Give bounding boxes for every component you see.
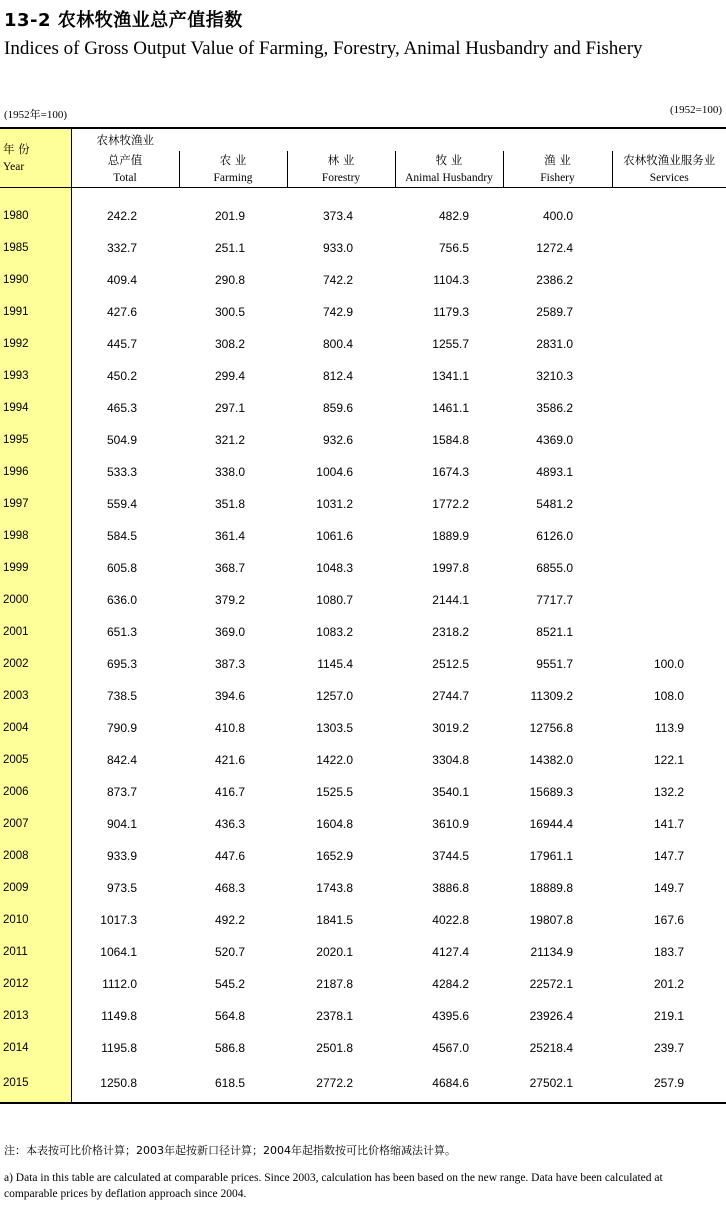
- cell-year: 1985: [0, 232, 71, 264]
- cell-year: 1980: [0, 188, 71, 233]
- cell-forestry: 812.4: [322, 369, 353, 383]
- cell-total: 533.3: [106, 465, 137, 479]
- cell-year: 2006: [0, 776, 71, 808]
- table-row: [0, 872, 726, 904]
- header-forestry-en: Forestry: [321, 172, 361, 184]
- cell-farming: 297.1: [214, 401, 245, 415]
- cell-services: 108.0: [653, 689, 684, 703]
- cell-total: 1112.0: [102, 977, 137, 991]
- cell-total: 1064.1: [100, 945, 137, 959]
- cell-fishery: 25218.4: [529, 1041, 573, 1055]
- cell-services: [612, 520, 726, 552]
- cell-year: 2015: [0, 1064, 71, 1103]
- cell-fishery: 400.0: [542, 209, 573, 223]
- cell-animal-husbandry: 4567.0: [432, 1041, 469, 1055]
- cell-year: 1991: [0, 296, 71, 328]
- cell-fishery: 27502.1: [503, 1064, 612, 1103]
- table-row: [0, 808, 726, 840]
- cell-year: 2009: [0, 872, 71, 904]
- cell-farming: 387.3: [214, 657, 245, 671]
- cell-services: [612, 616, 726, 648]
- cell-year: 1992: [0, 328, 71, 360]
- cell-year: 1996: [0, 456, 71, 488]
- cell-total: 738.5: [106, 689, 137, 703]
- cell-forestry: 742.2: [322, 273, 353, 287]
- cell-farming: 492.2: [214, 913, 245, 927]
- cell-total: 842.4: [106, 753, 137, 767]
- cell-fishery: 4893.1: [536, 465, 573, 479]
- cell-services: 183.7: [653, 945, 684, 959]
- cell-total: 584.5: [106, 529, 137, 543]
- cell-services: 149.7: [653, 881, 684, 895]
- cell-forestry: 932.6: [322, 433, 353, 447]
- cell-total: 559.4: [106, 497, 137, 511]
- cell-forestry: 1083.2: [316, 625, 353, 639]
- cell-fishery: 14382.0: [529, 753, 573, 767]
- cell-fishery: 7717.7: [536, 593, 573, 607]
- cell-year: 1995: [0, 424, 71, 456]
- cell-forestry: 1061.6: [316, 529, 353, 543]
- header-year-en: Year: [3, 161, 25, 173]
- cell-year: 2001: [0, 616, 71, 648]
- cell-services: [612, 296, 726, 328]
- cell-total: 242.2: [106, 209, 137, 223]
- cell-year: 2011: [0, 936, 71, 968]
- cell-animal-husbandry: 1997.8: [432, 561, 469, 575]
- table-row: [0, 188, 726, 233]
- table-row: [0, 648, 726, 680]
- header-forestry-cn: 林 业: [327, 153, 355, 167]
- cell-fishery: 11309.2: [530, 689, 573, 703]
- cell-total: 409.4: [106, 273, 137, 287]
- cell-services: [612, 488, 726, 520]
- header-services-cn: 农林牧渔业服务业: [623, 153, 716, 167]
- cell-animal-husbandry: 2744.7: [432, 689, 469, 703]
- header-total-top: [71, 128, 179, 151]
- cell-services: 239.7: [653, 1041, 684, 1055]
- cell-services: 219.1: [653, 1009, 684, 1023]
- cell-fishery: 12756.8: [529, 721, 573, 735]
- cell-forestry: 1004.6: [316, 465, 353, 479]
- cell-animal-husbandry: 4684.6: [395, 1064, 503, 1103]
- cell-fishery: 19807.8: [529, 913, 573, 927]
- cell-farming: 416.7: [214, 785, 245, 799]
- cell-animal-husbandry: 3610.9: [432, 817, 469, 831]
- cell-year: 1998: [0, 520, 71, 552]
- cell-animal-husbandry: 1104.3: [433, 273, 469, 287]
- index-table: [0, 127, 726, 1104]
- cell-total: 790.9: [106, 721, 137, 735]
- cell-farming: 618.5: [179, 1064, 287, 1103]
- cell-forestry: 1145.4: [317, 657, 353, 671]
- cell-total: 1149.8: [101, 1009, 137, 1023]
- cell-farming: 369.0: [214, 625, 245, 639]
- cell-forestry: 1422.0: [316, 753, 353, 767]
- cell-farming: 379.2: [214, 593, 245, 607]
- table-row: [0, 488, 726, 520]
- cell-fishery: 9551.7: [536, 657, 573, 671]
- table-row: [0, 936, 726, 968]
- cell-total: 873.7: [106, 785, 137, 799]
- header-fishery-cn: 渔 业: [544, 153, 571, 167]
- table-row: [0, 584, 726, 616]
- header-fishery-en: Fishery: [540, 172, 575, 184]
- table-row: [0, 840, 726, 872]
- cell-farming: 299.4: [214, 369, 245, 383]
- cell-year: 2002: [0, 648, 71, 680]
- table-row: [0, 520, 726, 552]
- table-row: [0, 904, 726, 936]
- cell-animal-husbandry: 3744.5: [432, 849, 469, 863]
- cell-farming: 201.9: [214, 209, 245, 223]
- cell-services: 100.0: [653, 657, 684, 671]
- cell-services: 257.9: [612, 1064, 726, 1103]
- table-row: [0, 552, 726, 584]
- cell-year: 2005: [0, 744, 71, 776]
- cell-animal-husbandry: 1461.1: [432, 401, 469, 415]
- cell-services: [612, 456, 726, 488]
- cell-fishery: 18889.8: [529, 881, 573, 895]
- cell-services: 122.1: [653, 753, 684, 767]
- table-row: [0, 968, 726, 1000]
- header-total-cn-line1: 农林牧渔业: [96, 133, 154, 147]
- cell-forestry: 1604.8: [316, 817, 353, 831]
- cell-services: [612, 328, 726, 360]
- cell-farming: 300.5: [214, 305, 245, 319]
- header-services-en: Services: [649, 172, 689, 184]
- cell-services: 147.7: [653, 849, 684, 863]
- cell-animal-husbandry: 1341.1: [432, 369, 469, 383]
- cell-animal-husbandry: 4022.8: [432, 913, 469, 927]
- cell-farming: 351.8: [214, 497, 245, 511]
- cell-services: 113.9: [654, 721, 684, 735]
- cell-fishery: 6126.0: [536, 529, 573, 543]
- table-row: [0, 776, 726, 808]
- table-row: [0, 744, 726, 776]
- cell-fishery: 23926.4: [529, 1009, 573, 1023]
- header-farming-en: Farming: [213, 172, 253, 184]
- header-animal-husbandry: [395, 151, 503, 188]
- cell-total: 1195.8: [101, 1041, 137, 1055]
- cell-forestry: 1080.7: [316, 593, 353, 607]
- cell-year: 1997: [0, 488, 71, 520]
- cell-farming: 447.6: [214, 849, 245, 863]
- cell-animal-husbandry: 4395.6: [432, 1009, 469, 1023]
- cell-year: 2004: [0, 712, 71, 744]
- cell-animal-husbandry: 482.9: [438, 209, 469, 223]
- cell-farming: 545.2: [214, 977, 245, 991]
- table-row: [0, 392, 726, 424]
- cell-services: [612, 584, 726, 616]
- cell-fishery: 22572.1: [529, 977, 573, 991]
- table-row: [0, 328, 726, 360]
- cell-year: 1990: [0, 264, 71, 296]
- table-row: [0, 360, 726, 392]
- cell-forestry: 1743.8: [316, 881, 353, 895]
- cell-total: 973.5: [106, 881, 137, 895]
- header-forestry: [287, 151, 395, 188]
- cell-animal-husbandry: 3886.8: [432, 881, 469, 895]
- cell-fishery: 3586.2: [536, 401, 573, 415]
- header-spacer: [179, 128, 726, 151]
- header-total-en: Total: [113, 172, 137, 184]
- cell-animal-husbandry: 1255.7: [432, 337, 469, 351]
- cell-farming: 468.3: [214, 881, 245, 895]
- cell-fishery: 1272.4: [536, 241, 573, 255]
- cell-animal-husbandry: 2512.5: [432, 657, 469, 671]
- cell-forestry: 2772.2: [287, 1064, 395, 1103]
- cell-services: 201.2: [653, 977, 684, 991]
- cell-total: 933.9: [106, 849, 137, 863]
- cell-fishery: 15689.3: [529, 785, 573, 799]
- cell-total: 332.7: [106, 241, 137, 255]
- cell-farming: 410.8: [214, 721, 245, 735]
- cell-year: 2010: [0, 904, 71, 936]
- cell-animal-husbandry: 4127.4: [432, 945, 469, 959]
- table-row: [0, 232, 726, 264]
- cell-fishery: 16944.4: [529, 817, 573, 831]
- cell-farming: 321.2: [214, 433, 245, 447]
- table-row: [0, 1000, 726, 1032]
- cell-animal-husbandry: 3540.1: [432, 785, 469, 799]
- cell-year: 1999: [0, 552, 71, 584]
- cell-forestry: 859.6: [322, 401, 353, 415]
- cell-animal-husbandry: 1889.9: [432, 529, 469, 543]
- base-year-note-cn: (1952年=100): [4, 109, 68, 121]
- cell-total: 445.7: [106, 337, 137, 351]
- table-row: [0, 616, 726, 648]
- cell-services: [612, 264, 726, 296]
- cell-farming: 564.8: [214, 1009, 245, 1023]
- cell-total: 1250.8: [71, 1064, 179, 1103]
- cell-farming: 361.4: [214, 529, 245, 543]
- cell-year: 2013: [0, 1000, 71, 1032]
- cell-forestry: 1525.5: [316, 785, 353, 799]
- cell-farming: 421.6: [214, 753, 245, 767]
- cell-farming: 520.7: [214, 945, 245, 959]
- cell-services: [612, 188, 726, 233]
- cell-total: 695.3: [106, 657, 137, 671]
- cell-forestry: 2187.8: [316, 977, 353, 991]
- cell-farming: 368.7: [214, 561, 245, 575]
- cell-total: 1017.3: [100, 913, 137, 927]
- cell-year: 2008: [0, 840, 71, 872]
- cell-fishery: 3210.3: [536, 369, 573, 383]
- cell-animal-husbandry: 2318.2: [432, 625, 469, 639]
- cell-animal-husbandry: 1772.2: [432, 497, 469, 511]
- cell-animal-husbandry: 4284.2: [432, 977, 469, 991]
- cell-fishery: 2831.0: [536, 337, 573, 351]
- header-animal-en: Animal Husbandry: [405, 172, 493, 184]
- cell-total: 636.0: [106, 593, 137, 607]
- page-title-cn: 13-2 农林牧渔业总产值指数: [4, 10, 243, 31]
- cell-farming: 436.3: [214, 817, 245, 831]
- cell-services: 167.6: [653, 913, 684, 927]
- header-fishery: [503, 151, 612, 188]
- cell-forestry: 1652.9: [316, 849, 353, 863]
- cell-services: [612, 392, 726, 424]
- cell-forestry: 2378.1: [316, 1009, 353, 1023]
- cell-forestry: 1031.2: [316, 497, 353, 511]
- cell-fishery: 6855.0: [536, 561, 573, 575]
- cell-year: 1994: [0, 392, 71, 424]
- cell-services: [612, 424, 726, 456]
- cell-total: 465.3: [106, 401, 137, 415]
- table-row: [0, 456, 726, 488]
- cell-year: 2012: [0, 968, 71, 1000]
- cell-total: 450.2: [106, 369, 137, 383]
- cell-animal-husbandry: 1584.8: [432, 433, 469, 447]
- cell-services: 141.7: [653, 817, 684, 831]
- cell-year: 2000: [0, 584, 71, 616]
- table-row: [0, 712, 726, 744]
- cell-forestry: 1048.3: [316, 561, 353, 575]
- table-row: [0, 680, 726, 712]
- cell-animal-husbandry: 1674.3: [432, 465, 469, 479]
- cell-animal-husbandry: 2144.1: [432, 593, 469, 607]
- cell-forestry: 2501.8: [316, 1041, 353, 1055]
- cell-forestry: 1303.5: [316, 721, 353, 735]
- cell-farming: 308.2: [214, 337, 245, 351]
- page-title-en: Indices of Gross Output Value of Farming, Forestry, Animal Husbandry and Fishery: [4, 38, 643, 59]
- cell-services: [612, 360, 726, 392]
- cell-animal-husbandry: 3304.8: [432, 753, 469, 767]
- cell-farming: 338.0: [214, 465, 245, 479]
- cell-total: 427.6: [106, 305, 137, 319]
- cell-forestry: 1841.5: [316, 913, 353, 927]
- cell-farming: 290.8: [214, 273, 245, 287]
- cell-animal-husbandry: 3019.2: [432, 721, 469, 735]
- cell-fishery: 2386.2: [536, 273, 573, 287]
- base-year-note-en: (1952=100): [669, 104, 722, 116]
- cell-farming: 394.6: [214, 689, 245, 703]
- cell-year: 2003: [0, 680, 71, 712]
- header-year-cn: 年 份: [3, 142, 30, 156]
- table-row: [0, 264, 726, 296]
- cell-animal-husbandry: 1179.3: [433, 305, 469, 319]
- cell-services: 132.2: [653, 785, 684, 799]
- cell-year: 2007: [0, 808, 71, 840]
- cell-forestry: 2020.1: [316, 945, 353, 959]
- footnote-en: a) Data in this table are calculated at comparable prices. Since 2003, calculation has been based on the new range. Data have been calculated at comparable prices by deflation approach since 2004.: [4, 1172, 663, 1200]
- cell-total: 904.1: [106, 817, 137, 831]
- header-farming-cn: 农 业: [219, 153, 247, 167]
- table-row: [0, 1064, 726, 1103]
- cell-forestry: 1257.0: [316, 689, 353, 703]
- cell-year: 1993: [0, 360, 71, 392]
- cell-total: 605.8: [106, 561, 137, 575]
- table-row: [0, 1032, 726, 1064]
- cell-fishery: 5481.2: [536, 497, 573, 511]
- cell-fishery: 21134.9: [530, 945, 573, 959]
- table-row: [0, 424, 726, 456]
- header-animal-cn: 牧 业: [435, 153, 463, 167]
- cell-total: 651.3: [106, 625, 137, 639]
- cell-farming: 586.8: [214, 1041, 245, 1055]
- table-row: [0, 296, 726, 328]
- header-total-cn-line2: 总产值: [107, 153, 143, 167]
- cell-fishery: 2589.7: [536, 305, 573, 319]
- cell-forestry: 800.4: [322, 337, 353, 351]
- cell-farming: 251.1: [214, 241, 245, 255]
- cell-forestry: 933.0: [322, 241, 353, 255]
- index-table-container: [0, 127, 726, 1104]
- cell-services: [612, 552, 726, 584]
- cell-services: [612, 232, 726, 264]
- cell-fishery: 4369.0: [536, 433, 573, 447]
- cell-forestry: 373.4: [322, 209, 353, 223]
- cell-animal-husbandry: 756.5: [438, 241, 469, 255]
- header-services: [612, 151, 726, 188]
- header-year: [0, 128, 71, 188]
- table-body: [0, 188, 726, 1104]
- header-total: [71, 151, 179, 188]
- cell-fishery: 17961.1: [529, 849, 573, 863]
- header-farming: [179, 151, 287, 188]
- cell-total: 504.9: [106, 433, 137, 447]
- footnote-cn: 注：本表按可比价格计算；2003年起按新口径计算；2004年起指数按可比价格缩减法计算。: [4, 1144, 456, 1157]
- cell-year: 2014: [0, 1032, 71, 1064]
- cell-fishery: 8521.1: [536, 625, 573, 639]
- cell-forestry: 742.9: [322, 305, 353, 319]
